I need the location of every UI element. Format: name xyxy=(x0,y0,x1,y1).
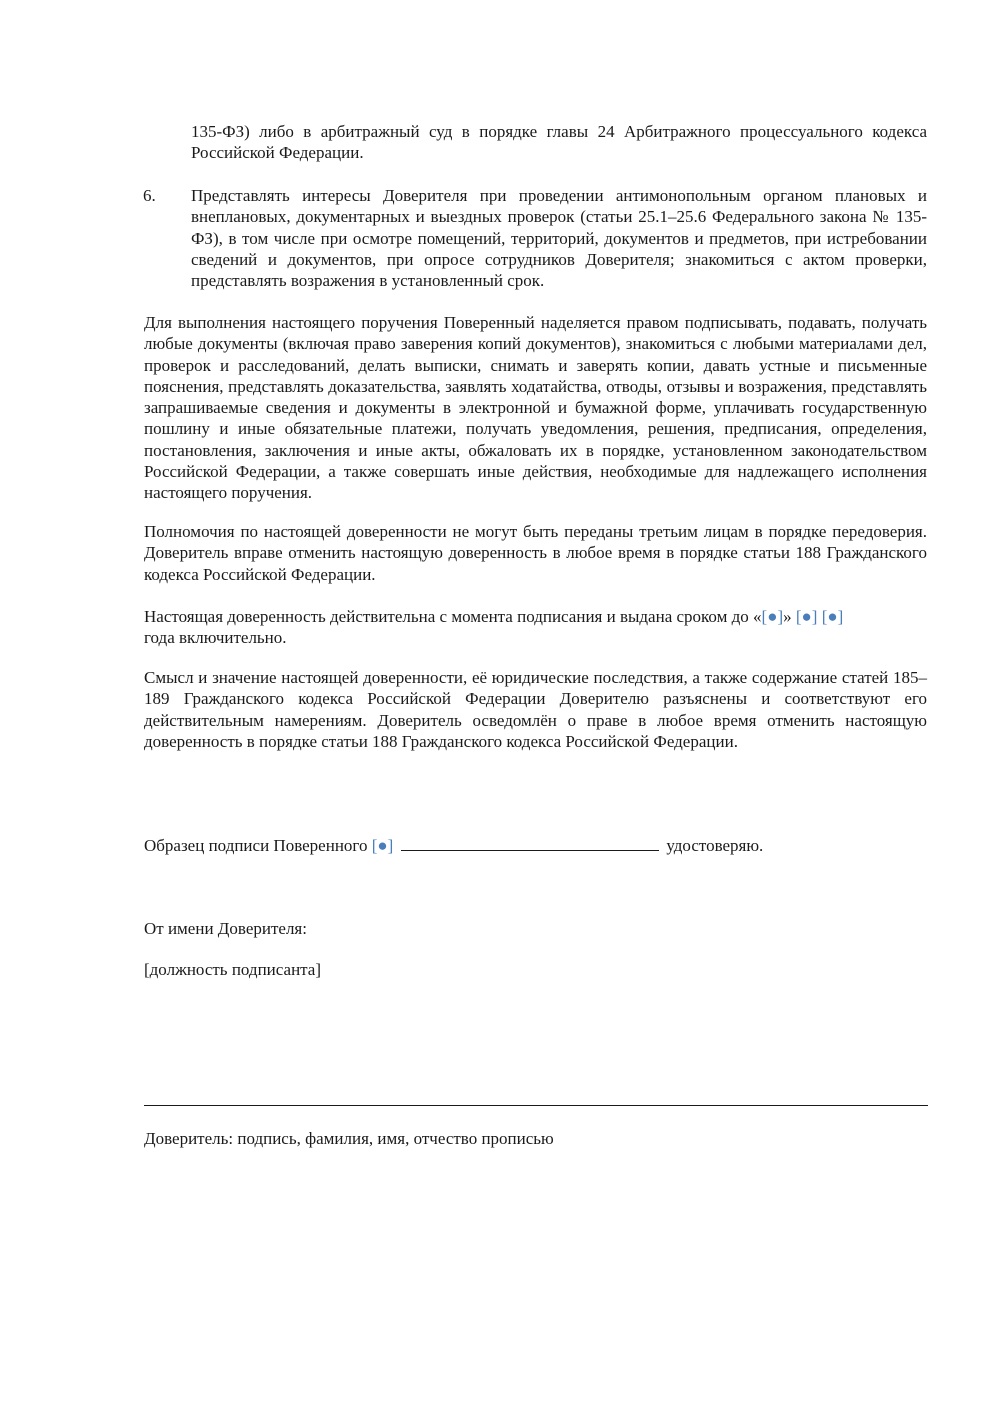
sample-signature-label: Образец подписи Поверенного xyxy=(144,836,368,855)
validity-text-mid: » xyxy=(783,607,796,626)
item-6-text: Представлять интересы Доверителя при проведении антимонопольным органом плановых и внеплановых, документарных и выездных проверок (статьи 25.1–25.6 Федерального закона № 135-ФЗ), в том числе при осмотре помещений, территорий, документов и предметов, при истребовании сведений и документов, при опросе сотрудников Доверителя; знакомиться с актом проверки, представлять возражения в установленный срок. xyxy=(191,186,927,291)
validity-month-placeholder[interactable]: [●] xyxy=(795,607,818,626)
item-continuation: 135-ФЗ) либо в арбитражный суд в порядке главы 24 Арбитражного процессуального кодекса Российской Федерации. xyxy=(191,122,927,163)
sample-signature-line xyxy=(144,835,927,856)
signature-blank[interactable] xyxy=(401,836,659,851)
signatory-position-placeholder[interactable]: [должность подписанта] xyxy=(144,960,322,979)
meaning-paragraph: Смысл и значение настоящей доверенности, её юридические последствия, а также содержание статей 185–189 Гражданского кодекса Российской Федерации Доверителю разъяснены и соответствуют его действительным намерениям. Доверитель осведомлён о праве в любое время отменить настоящую доверенность в порядке статьи 188 Гражданского кодекса Российской Федерации. xyxy=(144,668,927,751)
delegation-paragraph: Полномочия по настоящей доверенности не могут быть переданы третьим лицам в порядке передоверия. Доверитель вправе отменить настоящую доверенность в любое время в порядке статьи 188 Гражданского кодекса Российской Федерации. xyxy=(144,522,927,584)
validity-text-before: Настоящая доверенность действительна с момента подписания и выдана сроком до « xyxy=(144,607,762,626)
attorney-name-placeholder[interactable]: [●] xyxy=(371,836,394,855)
validity-text-after: года включительно. xyxy=(144,628,287,648)
signature-rule xyxy=(144,1105,928,1106)
powers-paragraph: Для выполнения настоящего поручения Поверенный наделяется правом подписывать, подавать, получать любые документы (включая право заверения копий документов), знакомиться с любыми материалами дел, проверок и расследований, делать выписки, снимать и заверять копии, давать устные и письменные пояснения, представлять доказательства, заявлять ходатайства, отводы, отзывы и возражения, представлять запрашиваемые сведения и документы в электронной и бумажной форме, уплачивать государственную пошлину и иные обязательные платежи, получать уведомления, решения, предписания, определения, постановления, заключения и иные акты, обжаловать их в порядке, установленном законодательством Российской Федерации, а также совершать иные действия, необходимые для надлежащего исполнения настоящего поручения. xyxy=(144,313,927,503)
validity-year-placeholder[interactable]: [●] xyxy=(821,607,844,626)
certify-text: удостоверяю. xyxy=(666,836,764,855)
item-6-number: 6. xyxy=(143,186,156,205)
validity-paragraph xyxy=(144,606,927,649)
validity-day-placeholder[interactable]: [●] xyxy=(761,607,784,626)
footer-caption: Доверитель: подпись, фамилия, имя, отчество прописью xyxy=(144,1129,554,1148)
on-behalf-label: От имени Доверителя: xyxy=(144,919,307,938)
